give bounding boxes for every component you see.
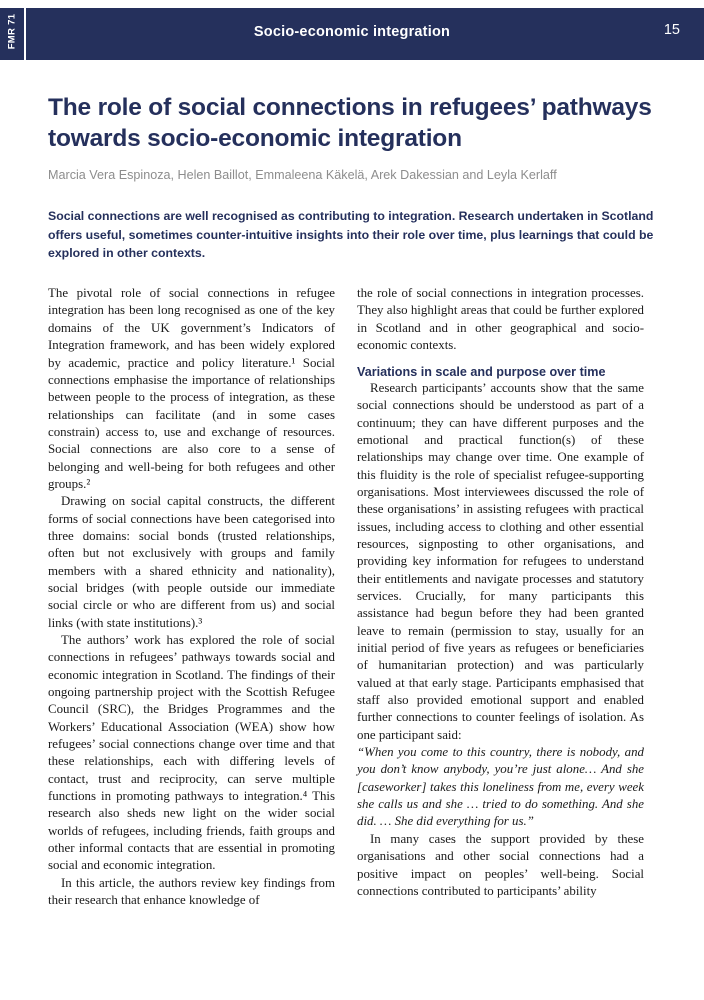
left-column bbox=[48, 285, 335, 909]
column-spacer bbox=[357, 355, 644, 364]
paragraph: In this article, the authors review key findings from their research that enhance knowledge of bbox=[48, 875, 335, 908]
body-columns bbox=[48, 285, 656, 909]
article-title: The role of social connections in refugees’ pathways towards socio-economic integration bbox=[48, 94, 652, 153]
paragraph: The pivotal role of social connections in refugee integration has been long recognised as one of the key domains of the UK government’s Indicators of Integration framework, and has been widely explored by academic, practice and policy literature.¹ Social connections emphasise the importance of relationships between people to the process of integration, as these relationships can facilitate (and in some cases constrain) access to, use and exchange of resources. Social connections are also core to a sense of belonging and well-being for both refugees and other groups.² bbox=[48, 286, 335, 491]
page-number: 15 bbox=[663, 22, 680, 38]
paragraph: the role of social connections in integration processes. They also highlight areas that could be further explored in Scotland and in other geographical and socio-economic contexts. bbox=[357, 286, 644, 353]
journal-issue-label: FMR 71 bbox=[6, 13, 18, 50]
paragraph: In many cases the support provided by these organisations and other social connections had a positive impact on peoples’ well-being. Social connections contributed to participants’ ability bbox=[357, 831, 644, 898]
pull-quote: “When you come to this country, there is nobody, and you don’t know anybody, you’re just alone… And she [caseworker] takes this loneliness from me, every week she calls us and she … tried to do something. And she did. … She did everything for us.” bbox=[357, 745, 644, 829]
section-title: Socio-economic integration bbox=[253, 24, 451, 40]
paragraph: The authors’ work has explored the role of social connections in refugees’ pathways towards social and economic integration in Scotland. The findings of their ongoing partnership project with the Scottish Refugee Council (SRC), the Bridges Programmes and the Workers’ Educational Association (WEA) show how refugees’ social connections change over time and that these relationships, each with differing levels of contact, trust and reciprocity, can serve multiple functions in promoting pathways to integration.⁴ This research also sheds new light on the wider social worlds of refugees, including friends, faith groups and other informal contacts that are essential in promoting social and economic integration. bbox=[48, 633, 335, 873]
article-content bbox=[0, 60, 704, 910]
section-subheading: Variations in scale and purpose over time bbox=[357, 364, 606, 379]
paragraph: Drawing on social capital constructs, the different forms of social connections have been categorised into three domains: social bonds (trusted relationships, often but not exclusively with groups and family members with a shared ethnicity and nationality), social bridges (with people outside our immediate social circle or who are different from us) and social links (with state institutions).³ bbox=[48, 494, 335, 630]
article-standfirst: Social connections are well recognised as contributing to integration. Research undertaken in Scotland offers useful, sometimes counter-intuitive insights into their role over time, plus learnings that could be explored in other contexts. bbox=[48, 209, 654, 261]
right-column bbox=[357, 285, 644, 909]
paragraph: Research participants’ accounts show that the same social connections should be understood as part of a continuum; they can have different purposes and the emotional and practical function(s) of these relationships may change over time. One example of this fluidity is the role of specialist refugee-supporting organisations. Most interviewees discussed the role of these organisations’ in assisting refugees with practical issues, including access to clothing and other essential resources, signposting to other organisations, and providing key information for refugees to understand their entitlements and navigate processes and statutory services. Crucially, for many participants this assistance had begun before they had been granted leave to remain (permission to stay, usually for an initial period of five years as refugees or beneficiaries of humanitarian protection) and was particularly valued at that early stage. Participants emphasised that staff also provided emotional support and enabled further connections to counter feelings of isolation. As one participant said: bbox=[357, 380, 644, 742]
article-authors: Marcia Vera Espinoza, Helen Baillot, Emmaleena Käkelä, Arek Dakessian and Leyla Kerlaff bbox=[48, 167, 557, 182]
